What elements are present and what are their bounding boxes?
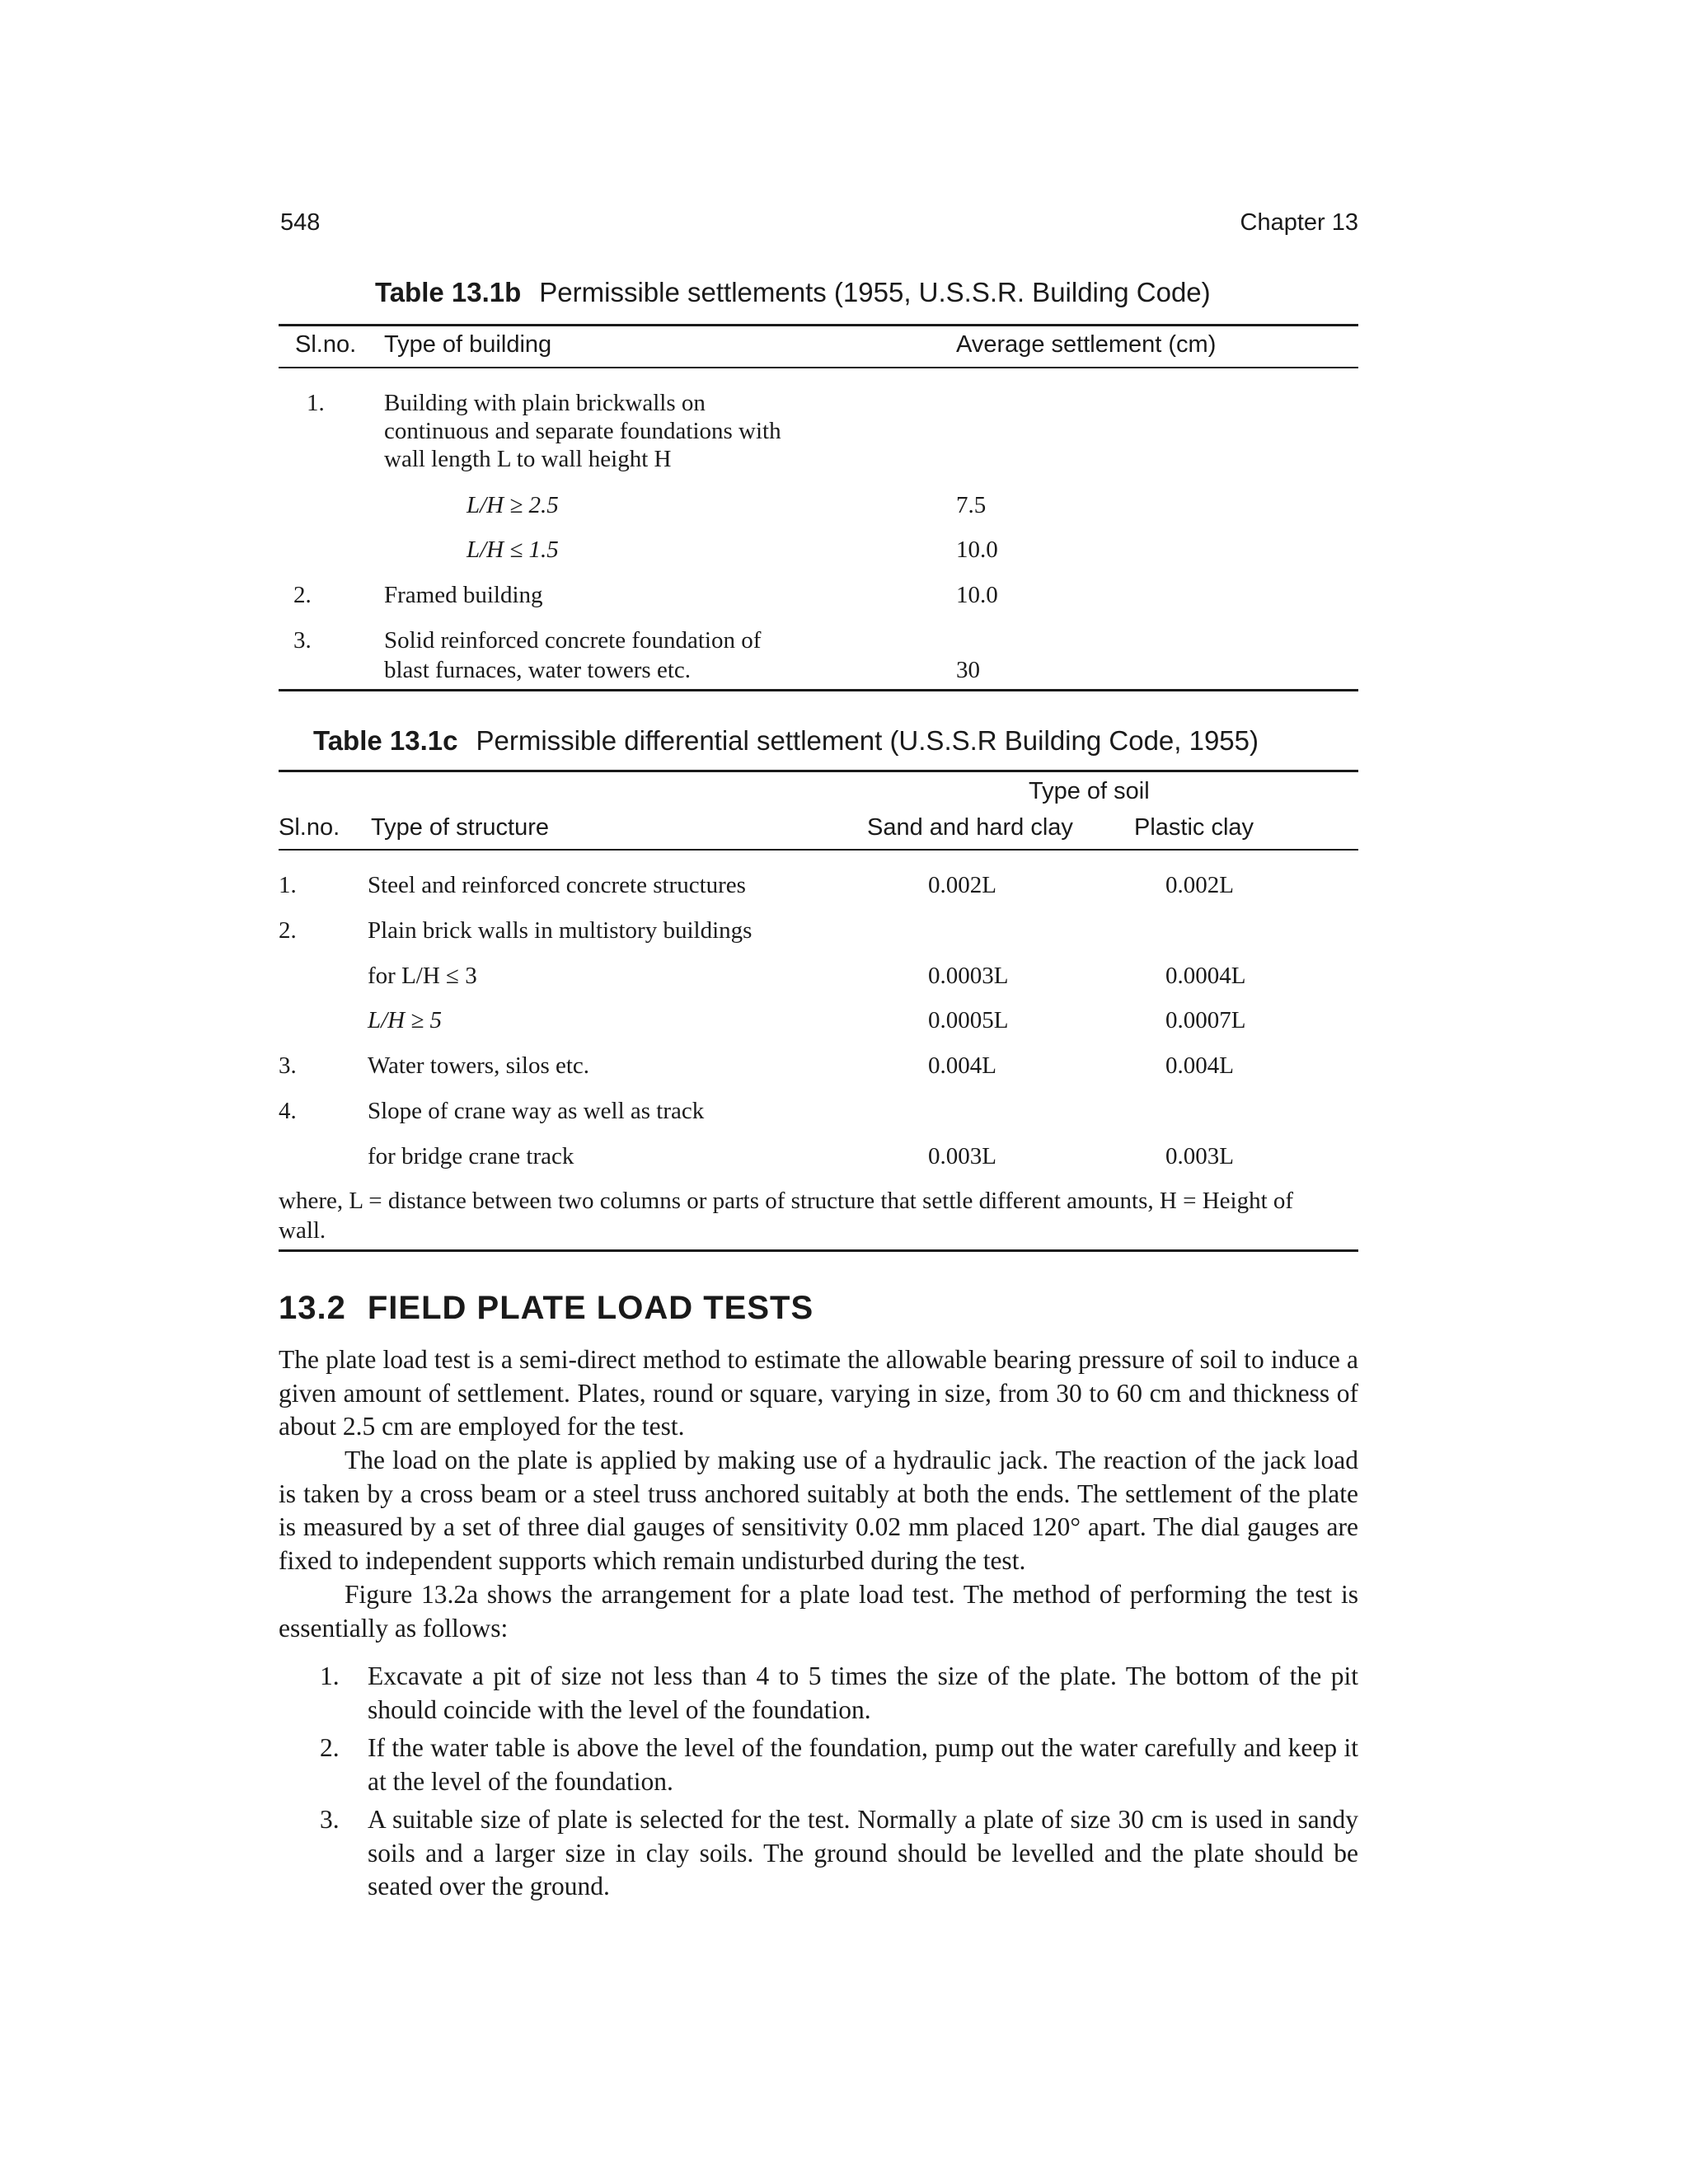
- table-b-row1-line1: Building with plain brickwalls on: [384, 390, 706, 416]
- table-b-row3-line1: Solid reinforced concrete foundation of: [384, 627, 762, 654]
- list-item-2-number: 2.: [320, 1733, 340, 1762]
- chapter-label: Chapter 13: [1240, 209, 1358, 236]
- table-c-footnote-line2: wall.: [279, 1217, 326, 1244]
- section-heading: [279, 1290, 814, 1327]
- table-b-row-lh-ge-value: 7.5: [956, 492, 987, 518]
- table-c-row3-text: Water towers, silos etc.: [368, 1052, 590, 1079]
- table-c-row1-no: 1.: [279, 872, 297, 898]
- table-c-row1-text: Steel and reinforced concrete structures: [368, 872, 746, 898]
- page-number: 548: [280, 209, 321, 236]
- table-b-row3-value: 30: [956, 657, 980, 683]
- table-c-top-rule: [279, 770, 1358, 772]
- table-c-row1-sand: 0.002L: [928, 872, 996, 898]
- section-number: 13.2: [279, 1290, 346, 1326]
- table-b-row1-line2: continuous and separate foundations with: [384, 418, 781, 444]
- table-c-header-slno: Sl.no.: [279, 814, 340, 841]
- table-c-row2-text: Plain brick walls in multistory buildings: [368, 917, 753, 944]
- table-b-row-lh-le-value: 10.0: [956, 537, 998, 563]
- table-b-row3-line2: blast furnaces, water towers etc.: [384, 657, 692, 683]
- table-b-top-rule: [279, 324, 1358, 326]
- list-item-3-text: A suitable size of plate is selected for the test. Normally a plate of size 30 cm is used in sandy soils and a larger size in clay soils. The ground should be levelled and the plate should be seated over the ground.: [368, 1805, 1358, 1900]
- table-b-row1-no: 1.: [307, 390, 325, 416]
- paragraph-3: Figure 13.2a shows the arrangement for a plate load test. The method of performing the test is essentially as follows:: [279, 1580, 1358, 1643]
- table-c-footnote-line1: where, L = distance between two columns or parts of structure that settle different amounts, H = Height of: [279, 1188, 1294, 1214]
- table-c-header-sand: Sand and hard clay: [867, 814, 1073, 841]
- table-b-title: Permissible settlements (1955, U.S.S.R. Building Code): [539, 277, 1211, 307]
- table-b-row2-text: Framed building: [384, 582, 543, 608]
- section-title: FIELD PLATE LOAD TESTS: [367, 1290, 814, 1326]
- table-b-row-lh-ge-text: L/H ≥ 2.5: [467, 492, 559, 518]
- list-item-1-text: Excavate a pit of size not less than 4 to 5 times the size of the plate. The bottom of the pit should coincide with the level of the foundation.: [368, 1661, 1358, 1724]
- table-c-header-plastic: Plastic clay: [1134, 814, 1254, 841]
- list-item-2-text: If the water table is above the level of the foundation, pump out the water carefully and keep it at the level of the foundation.: [368, 1733, 1358, 1796]
- table-b-header-slno: Sl.no.: [295, 331, 357, 358]
- table-c-row3-sand: 0.004L: [928, 1052, 996, 1079]
- table-c-caption: [313, 725, 1259, 757]
- table-c-row2a-text: for L/H ≤ 3: [368, 963, 477, 989]
- list-item-3-number: 3.: [320, 1805, 340, 1834]
- table-c-title: Permissible differential settlement (U.S.S.R Building Code, 1955): [476, 725, 1259, 756]
- table-b-header-type: Type of building: [384, 331, 552, 358]
- list-item-1-number: 1.: [320, 1661, 340, 1690]
- table-c-header-type: Type of structure: [371, 814, 549, 841]
- paragraph-1: The plate load test is a semi-direct method to estimate the allowable bearing pressure of soil to induce a given amount of settlement. Plates, round or square, varying in size, from 30 to 60 cm and thickness of about 2.5 cm are employed for the test.: [279, 1345, 1358, 1441]
- table-b-bottom-rule: [279, 689, 1358, 691]
- table-c-row2a-sand: 0.0003L: [928, 963, 1009, 989]
- table-c-group-header: Type of soil: [1029, 778, 1150, 804]
- table-c-label: Table 13.1c: [313, 725, 458, 756]
- table-c-row2b-plastic: 0.0007L: [1165, 1007, 1246, 1033]
- table-c-row4a-sand: 0.003L: [928, 1143, 996, 1169]
- table-c-header-rule: [279, 849, 1358, 851]
- paragraph-2: The load on the plate is applied by making use of a hydraulic jack. The reaction of the jack load is taken by a cross beam or a steel truss anchored suitably at both the ends. The settlement of the plate is measured by a set of three dial gauges of sensitivity 0.02 mm placed 120° apart. The dial gauges are fixed to independent supports which remain undisturbed during the test.: [279, 1446, 1358, 1575]
- table-b-caption: [375, 277, 1211, 308]
- table-b-label: Table 13.1b: [375, 277, 522, 307]
- table-c-row4-text: Slope of crane way as well as track: [368, 1098, 705, 1124]
- table-c-row2b-text: L/H ≥ 5: [368, 1007, 443, 1033]
- table-b-row3-no: 3.: [293, 627, 312, 654]
- table-c-row4-no: 4.: [279, 1098, 297, 1124]
- table-c-row4a-plastic: 0.003L: [1165, 1143, 1234, 1169]
- table-c-row2b-sand: 0.0005L: [928, 1007, 1009, 1033]
- table-b-row2-value: 10.0: [956, 582, 998, 608]
- table-b-row1-line3: wall length L to wall height H: [384, 446, 672, 472]
- table-b-header-avg: Average settlement (cm): [956, 331, 1217, 358]
- table-b-header-rule: [279, 367, 1358, 368]
- table-c-row1-plastic: 0.002L: [1165, 872, 1234, 898]
- table-c-bottom-rule: [279, 1249, 1358, 1252]
- table-b-row-lh-le-text: L/H ≤ 1.5: [467, 537, 559, 563]
- table-b-row2-no: 2.: [293, 582, 312, 608]
- table-c-row3-no: 3.: [279, 1052, 297, 1079]
- table-c-row2-no: 2.: [279, 917, 297, 944]
- table-c-row3-plastic: 0.004L: [1165, 1052, 1234, 1079]
- table-c-row2a-plastic: 0.0004L: [1165, 963, 1246, 989]
- table-c-row4a-text: for bridge crane track: [368, 1143, 574, 1169]
